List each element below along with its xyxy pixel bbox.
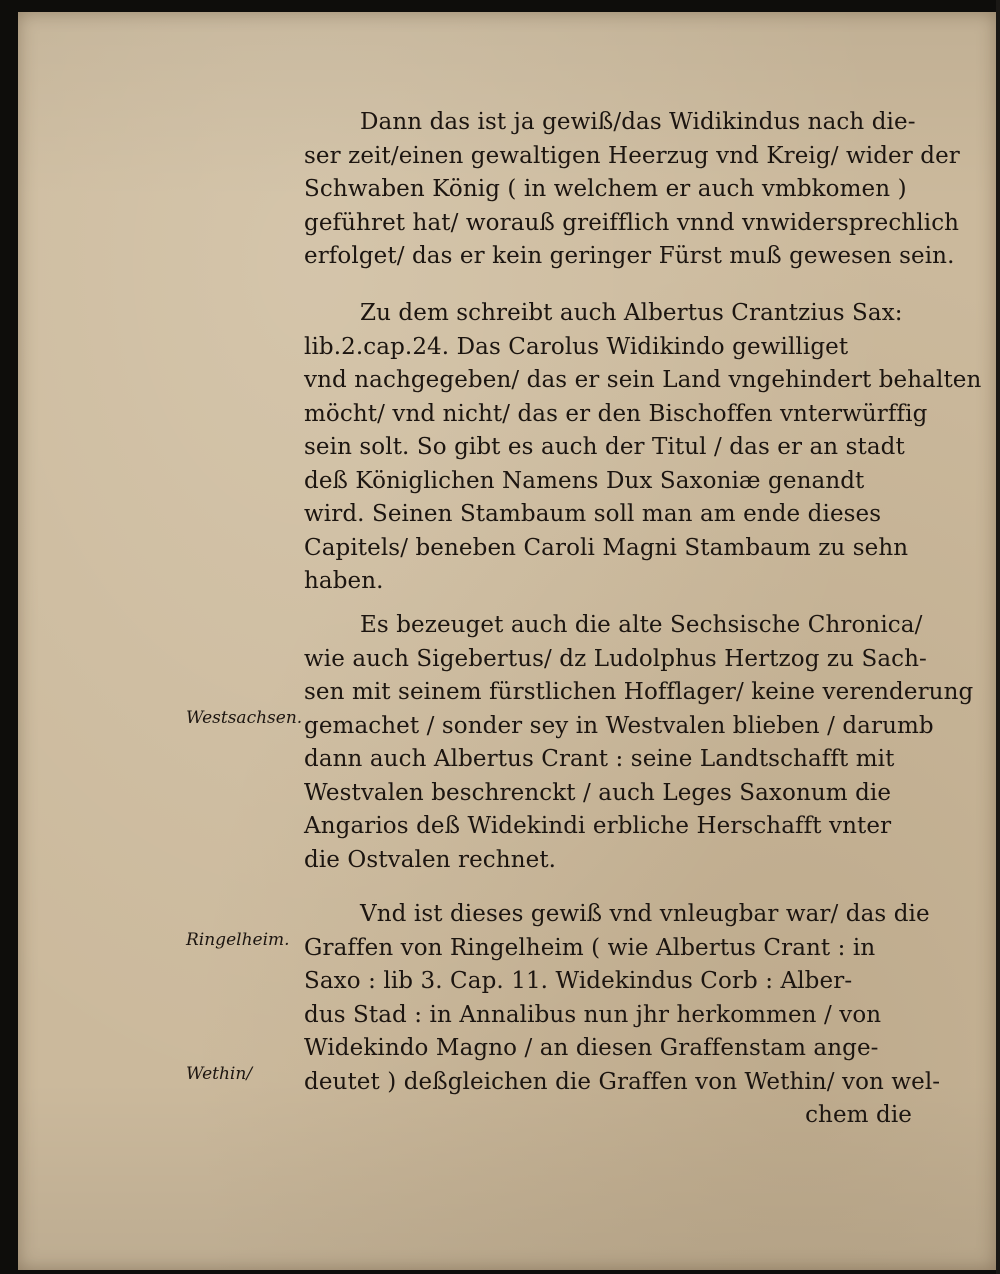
text-line: Widekindo Magno / an diesen Graffenstam ange- (304, 1035, 879, 1061)
text-line: Dann das ist ja gewiß/das Widikindus nach die- (360, 109, 916, 135)
page-edge-shadow (996, 0, 1000, 1274)
text-line: wird. Seinen Stambaum soll man am ende dieses (304, 501, 882, 527)
text-line: Schwaben König ( in welchem er auch vmbkomen ) (304, 176, 907, 202)
margin-note-ringelheim: Ringelheim. (186, 930, 290, 950)
text-line: sen mit seinem fürstlichen Hofflager/ keine verenderung (304, 679, 974, 705)
text-line: Westvalen beschrenckt / auch Leges Saxonum die (304, 779, 892, 806)
document-page (18, 12, 996, 1270)
text-line: möcht/ vnd nicht/ das er den Bischoffen vnterwürffig (304, 400, 928, 427)
text-line: erfolget/ das er kein geringer Fürst muß gewesen sein. (304, 243, 955, 269)
margin-note-westsachsen: Westsachsen. (186, 708, 303, 728)
text-line: deutet ) deßgleichen die Graffen von Wethin/ von wel- (304, 1068, 941, 1095)
text-line: geführet hat/ worauß greifflich vnnd vnwidersprechlich (304, 209, 960, 236)
text-line: Graffen von Ringelheim ( wie Albertus Crant : in (304, 934, 876, 961)
text-line: dann auch Albertus Crant : seine Landtschafft mit (304, 746, 895, 772)
text-line: lib.2.cap.24. Das Carolus Widikindo gewilliget (304, 333, 849, 360)
text-line: haben. (304, 568, 384, 594)
text-line: Vnd ist dieses gewiß vnd vnleugbar war/ das die (360, 901, 930, 927)
paragraph-ringelheim (304, 898, 941, 1133)
text-line: Es bezeuget auch die alte Sechsische Chronica/ (360, 612, 923, 638)
text-line: dus Stad : in Annalibus nun jhr herkommen / von (304, 1001, 882, 1028)
catchword-line: chem die (805, 1102, 912, 1128)
text-line: ser zeit/einen gewaltigen Heerzug vnd Kreig/ wider der (304, 142, 960, 169)
text-line: die Ostvalen rechnet. (304, 846, 557, 873)
text-line: Saxo : lib 3. Cap. 11. Widekindus Corb : Alber- (304, 968, 853, 994)
text-line: vnd nachgegeben/ das er sein Land vngehindert behalten (304, 367, 982, 393)
paragraph-widikindus-heerzug (304, 106, 960, 274)
text-line: Zu dem schreibt auch Albertus Crantzius Sax: (360, 300, 903, 326)
paragraph-crantzius (304, 297, 982, 599)
text-line: Capitels/ beneben Caroli Magni Stambaum zu sehn (304, 534, 909, 561)
text-line: sein solt. So gibt es auch der Titul / das er an stadt (304, 434, 905, 460)
paragraph-sechsische-chronica (304, 609, 974, 877)
text-line: wie auch Sigebertus/ dz Ludolphus Hertzog zu Sach- (304, 645, 927, 672)
text-line: gemachet / sonder sey in Westvalen blieben / darumb (304, 712, 934, 739)
margin-note-wethin: Wethin/ (186, 1064, 253, 1084)
text-line: deß Königlichen Namens Dux Saxoniæ genandt (304, 467, 865, 494)
text-line: Angarios deß Widekindi erbliche Herschafft vnter (304, 813, 892, 839)
